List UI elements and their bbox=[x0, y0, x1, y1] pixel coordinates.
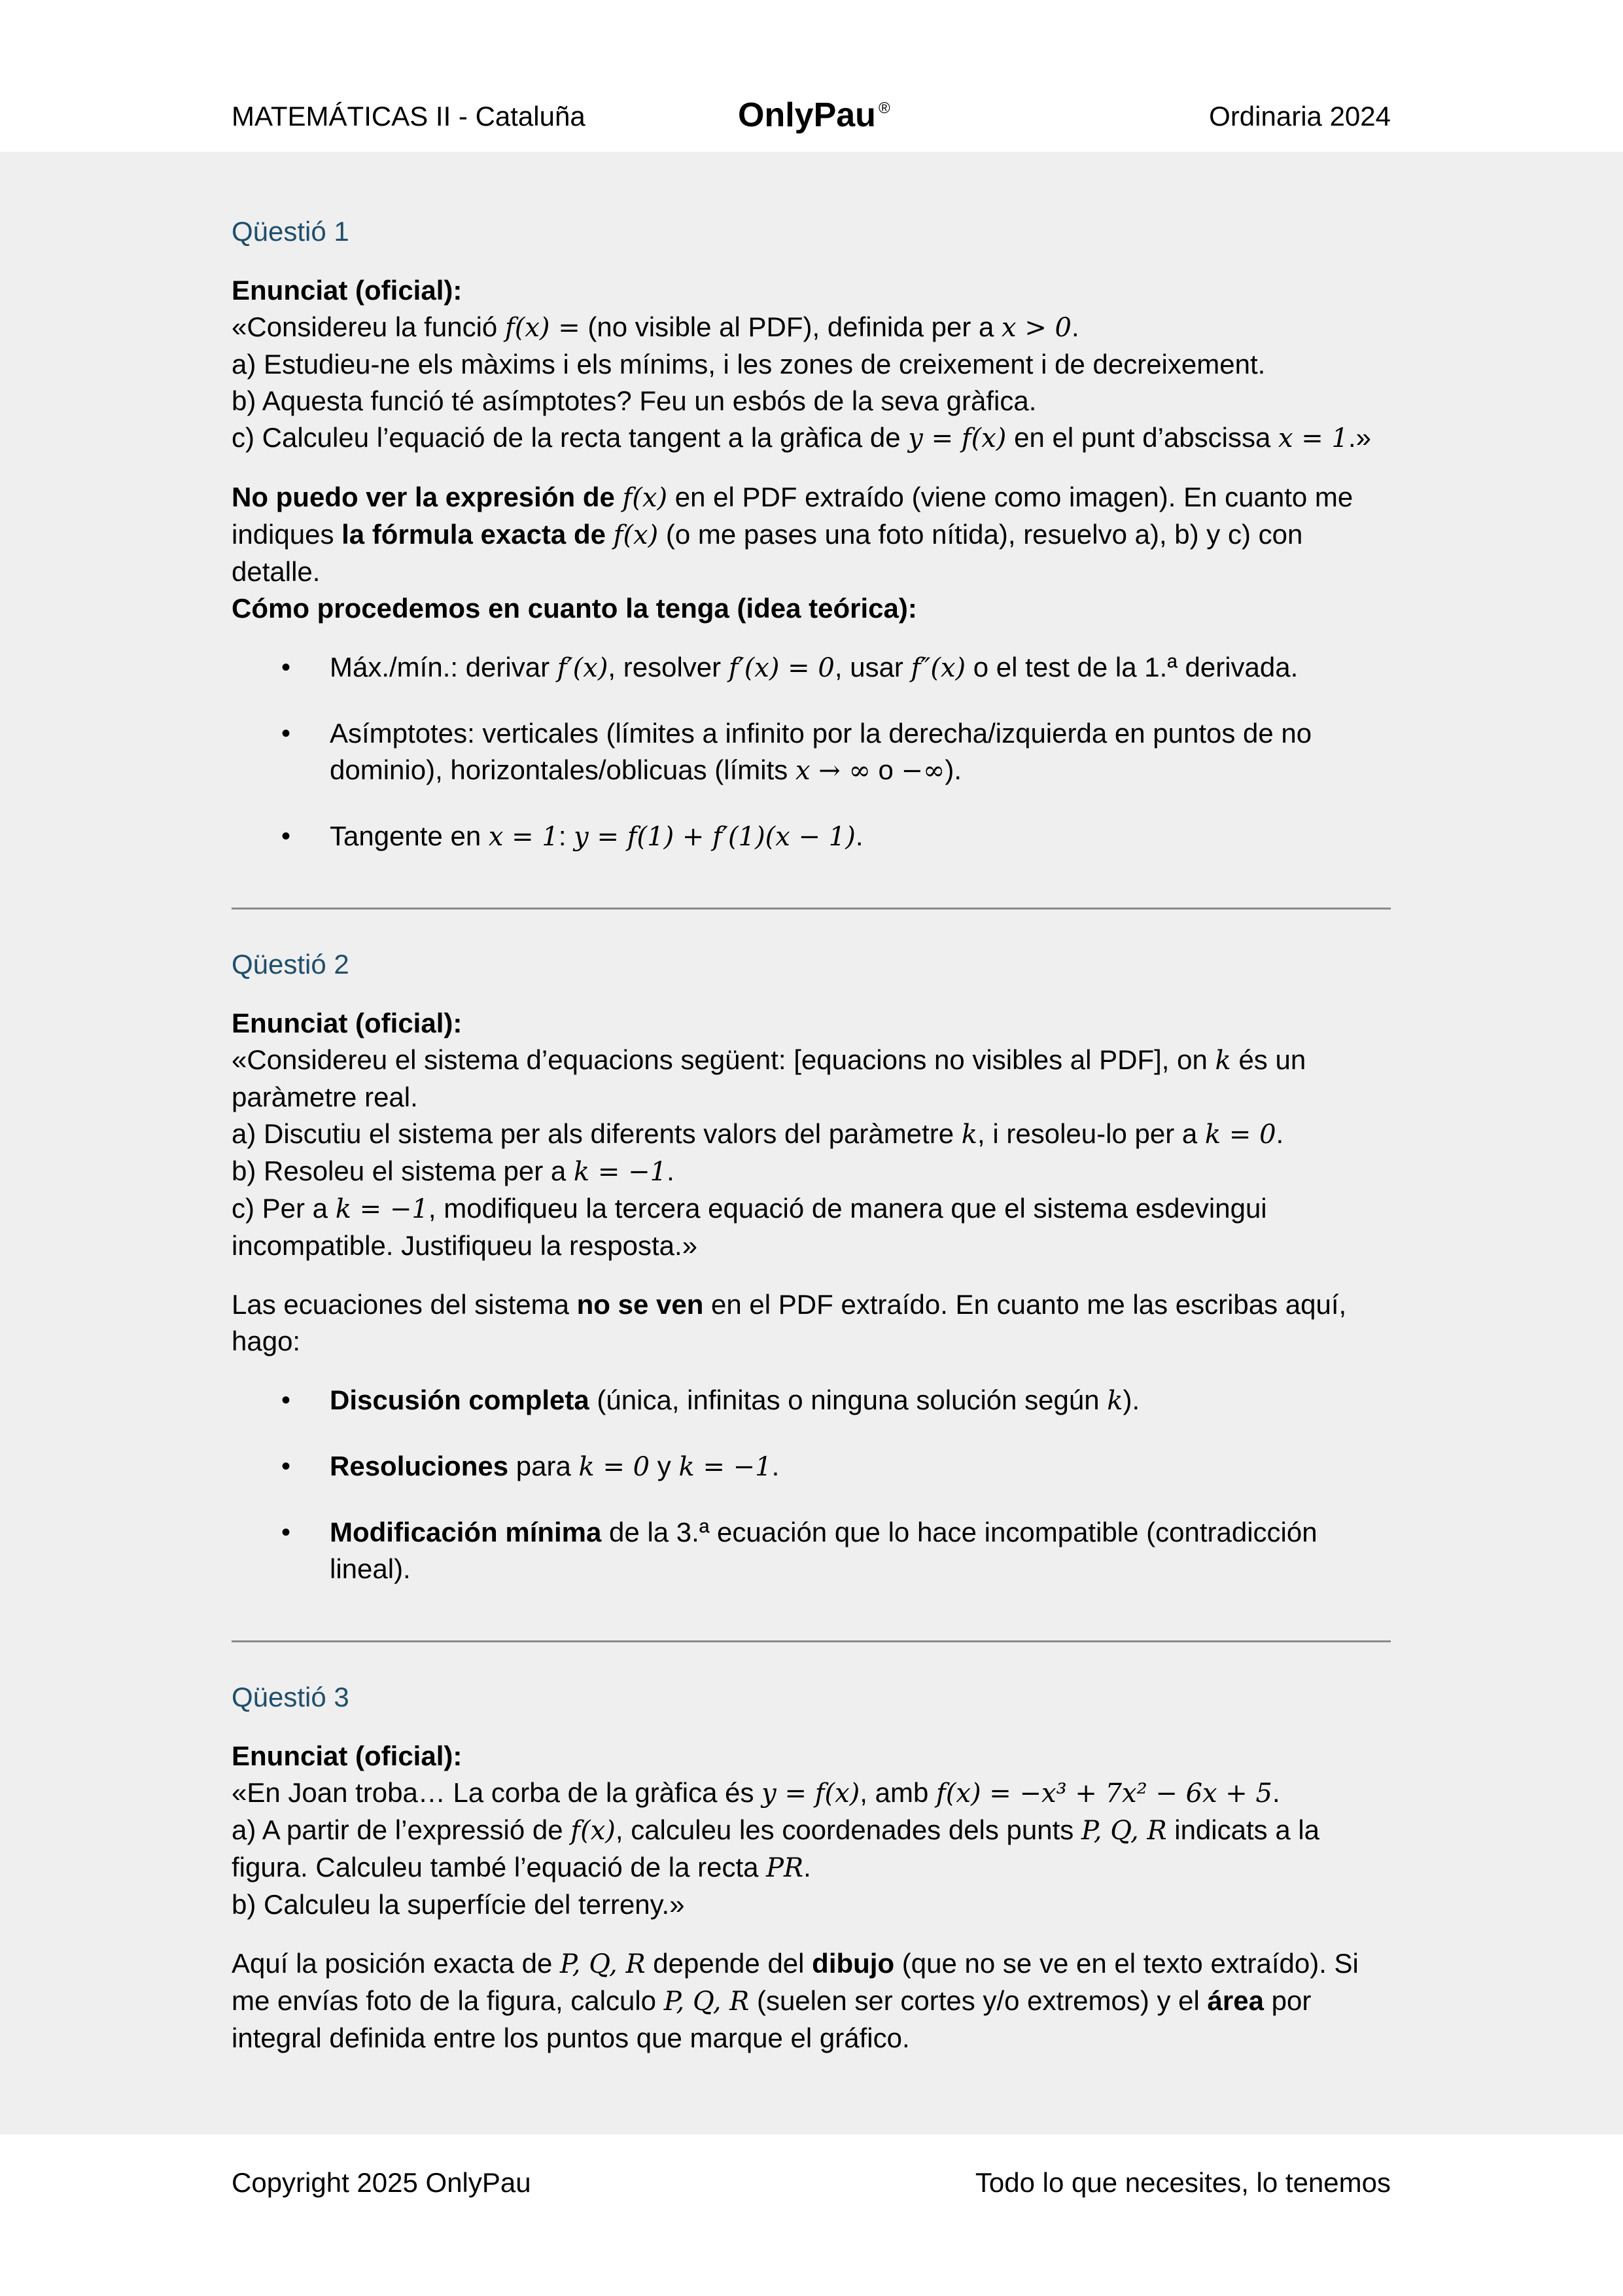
statement-label: Enunciat (oficial): bbox=[232, 1008, 462, 1038]
question-2-statement: Enunciat (oficial): «Considereu el sistema d’equacions següent: [equacions no visibles al PDF], on k és un paràmetre real. a) Discutiu el sistema per als diferents valors del paràmetre k, i resoleu-lo per a k = 0. b) Resoleu el sistema per a k = −1. c) Per a k = −1, modifiqueu la tercera equació de manera que el sistema esdevingui incompatible. Justifiqueu la resposta.» bbox=[232, 1008, 1306, 1261]
question-3-note: Aquí la posición exacta de P, Q, R depende del dibujo (que no se ve en el texto extraído). Si me envías foto de la figura, calculo P, Q, R (suelen ser cortes y/o extremos) y el área por integral definida entre los puntos que marque el gráfico. bbox=[232, 1948, 1359, 2053]
list-item: • Tangente en x = 1: y = f(1) + f′(1)(x − 1). bbox=[232, 818, 1391, 855]
question-2-steps bbox=[232, 1382, 1391, 1587]
list-item: • Asímptotes: verticales (límites a infinito por la derecha/izquierda en puntos de no dominio), horizontales/oblicuas (límits x → ∞ o −∞). bbox=[232, 715, 1391, 789]
question-3-title: Qüestió 3 bbox=[232, 1682, 349, 1712]
page-footer bbox=[0, 2134, 1623, 2296]
statement-label: Enunciat (oficial): bbox=[232, 1740, 462, 1771]
list-item: • Resoluciones para k = 0 y k = −1. bbox=[232, 1448, 1391, 1485]
question-2-title: Qüestió 2 bbox=[232, 949, 349, 980]
question-1-statement: Enunciat (oficial): «Considereu la funció f(x) = (no visible al PDF), definida per a x > 0. a) Estudieu-ne els màxims i els mínims, i les zones de creixement i de decreixement. b) Aquesta funció té asímptotes? Feu un esbós de la seva gràfica. c) Calculeu l’equació de la recta tangent a la gràfica de y = f(x) en el punt d’abscissa x = 1.» bbox=[232, 275, 1371, 453]
procedure-label: Cómo procedemos en cuanto la tenga (idea teórica): bbox=[232, 593, 917, 624]
question-3-statement: Enunciat (oficial): «En Joan troba… La corba de la gràfica és y = f(x), amb f(x) = −x³ + 7x² − 6x + 5. a) A partir de l’expressió de f(x), calculeu les coordenades dels punts P, Q, R indicats a la figura. Calculeu també l’equació de la recta PR. b) Calculeu la superfície del terreny.» bbox=[232, 1740, 1320, 1920]
list-item: • Modificación mínima de la 3.ª ecuación que lo hace incompatible (contradicción lineal). bbox=[232, 1514, 1391, 1587]
header-exam: Ordinaria 2024 bbox=[1209, 101, 1391, 132]
section-divider bbox=[232, 908, 1391, 910]
brand-name: OnlyPau bbox=[738, 96, 876, 134]
statement-part-b: b) Aquesta funció té asímptotes? Feu un esbós de la seva gràfica. bbox=[232, 385, 1037, 416]
question-1 bbox=[232, 213, 1391, 884]
registered-mark: ® bbox=[878, 99, 890, 117]
statement-label: Enunciat (oficial): bbox=[232, 275, 462, 306]
question-1-note: No puedo ver la expresión de f(x) en el PDF extraído (viene como imagen). En cuanto me indiques la fórmula exacta de f(x) (o me pases una foto nítida), resuelvo a), b) y c) con detalle. Cómo procedemos en cuanto la tenga (idea teórica): bbox=[232, 482, 1353, 624]
brand-logo bbox=[738, 96, 890, 135]
header-subject: MATEMÁTICAS II - Cataluña bbox=[232, 101, 585, 132]
question-2-note: Las ecuaciones del sistema no se ven en el PDF extraído. En cuanto me las escribas aquí, hago: bbox=[232, 1289, 1347, 1356]
list-item: • Máx./mín.: derivar f′(x), resolver f′(x) = 0, usar f″(x) o el test de la 1.ª derivada. bbox=[232, 649, 1391, 686]
page-header bbox=[0, 0, 1623, 152]
statement-part-b: b) Calculeu la superfície del terreny.» bbox=[232, 1889, 685, 1920]
page-body bbox=[0, 152, 1623, 2134]
question-1-title: Qüestió 1 bbox=[232, 216, 349, 247]
section-divider bbox=[232, 1640, 1391, 1642]
question-2 bbox=[232, 946, 1391, 1616]
statement-part-a: a) Estudieu-ne els màxims i els mínims, i les zones de creixement i de decreixement. bbox=[232, 349, 1266, 380]
question-1-steps bbox=[232, 649, 1391, 855]
footer-copyright: Copyright 2025 OnlyPau bbox=[232, 2167, 531, 2198]
question-3 bbox=[232, 1679, 1391, 2057]
footer-tagline: Todo lo que necesites, lo tenemos bbox=[975, 2167, 1391, 2198]
list-item: • Discusión completa (única, infinitas o ninguna solución según k). bbox=[232, 1382, 1391, 1419]
